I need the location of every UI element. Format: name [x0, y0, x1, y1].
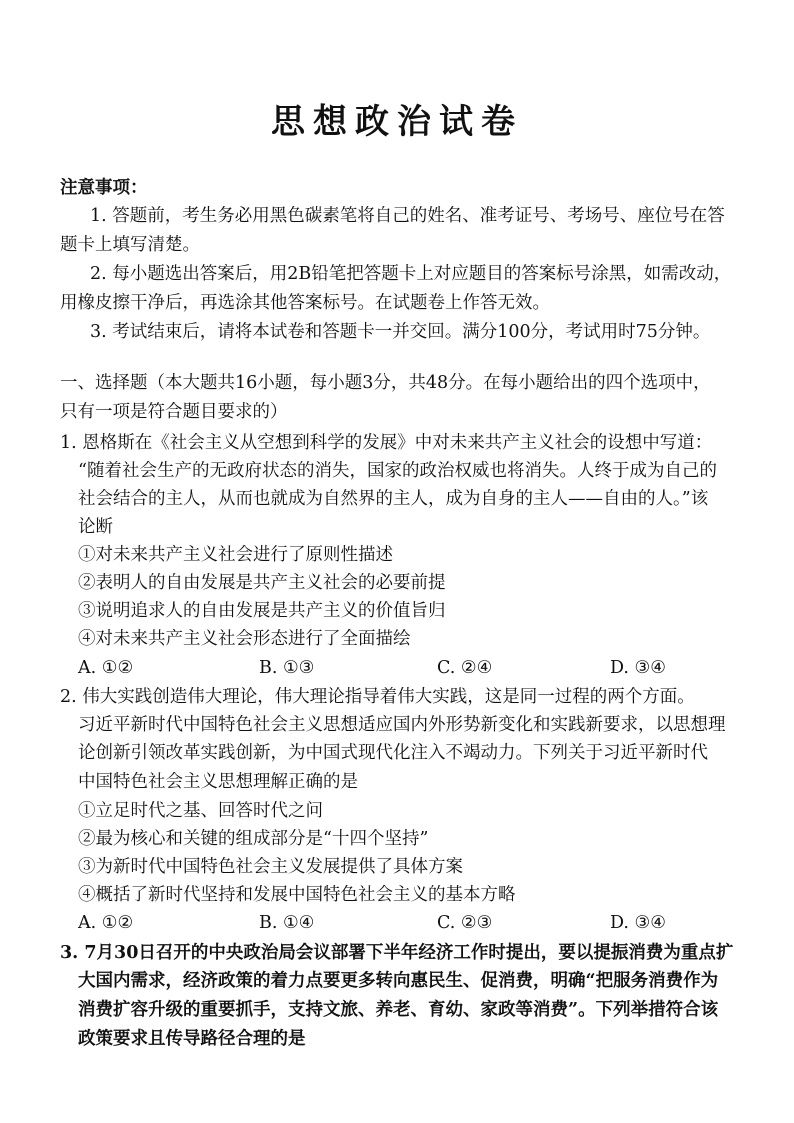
question-line: 论创新引领改革实践创新，为中国式现代化注入不竭动力。下列关于习近平新时代: [78, 743, 708, 763]
question-statement: ①立足时代之基、回答时代之问: [78, 801, 323, 821]
notice-heading: 注意事项：: [60, 178, 148, 198]
option-a[interactable]: A. ①②: [78, 913, 134, 933]
option-a[interactable]: A. ①②: [78, 658, 134, 678]
answer-options: [78, 911, 758, 935]
question-line: 大国内需求，经济政策的着力点要更多转向惠民生、促消费，明确“把服务消费作为: [78, 971, 719, 991]
option-c[interactable]: C. ②④: [437, 658, 493, 678]
question-line: 社会结合的主人，从而也就成为自然界的主人，成为自身的主人——自由的人。”该: [78, 489, 709, 509]
notice-line: 1. 答题前，考生务必用黑色碳素笔将自己的姓名、准考证号、考场号、座位号在答: [90, 206, 725, 226]
answer-options: [78, 656, 758, 680]
question-line: 2. 伟大实践创造伟大理论，伟大理论指导着伟大实践，这是同一过程的两个方面。: [60, 687, 695, 707]
notice-line: 题卡上填写清楚。: [60, 235, 200, 255]
option-b[interactable]: B. ①③: [259, 658, 315, 678]
question-line: 中国特色社会主义思想理解正确的是: [78, 772, 358, 792]
option-c[interactable]: C. ②③: [437, 913, 493, 933]
question-line: 3. 7月30日召开的中央政治局会议部署下半年经济工作时提出，要以提振消费为重点扩: [60, 943, 734, 963]
option-d[interactable]: D. ③④: [610, 658, 666, 678]
notice-line: 2. 每小题选出答案后，用2B铅笔把答题卡上对应题目的答案标号涂黑，如需改动，: [90, 264, 732, 284]
notice-line: 3. 考试结束后，请将本试卷和答题卡一并交回。满分100分，考试用时75分钟。: [90, 322, 711, 342]
question-line: 1. 恩格斯在《社会主义从空想到科学的发展》中对未来共产主义社会的设想中写道：: [60, 433, 713, 453]
question-statement: ④对未来共产主义社会形态进行了全面描绘: [78, 629, 411, 649]
question-statement: ③为新时代中国特色社会主义发展提供了具体方案: [78, 857, 463, 877]
question-statement: ④概括了新时代坚持和发展中国特色社会主义的基本方略: [78, 885, 516, 905]
question-line: “随着社会生产的无政府状态的消失，国家的政治权威也将消失。人终于成为自己的: [78, 461, 717, 481]
page-title: 思想政治试卷: [271, 102, 523, 142]
question-line: 政策要求且传导路径合理的是: [78, 1029, 306, 1049]
notice-line: 用橡皮擦干净后，再选涂其他答案标号。在试题卷上作答无效。: [60, 293, 550, 313]
section-heading: 一、选择题（本大题共16小题，每小题3分，共48分。在每小题给出的四个选项中，: [60, 373, 711, 393]
section-heading: 只有一项是符合题目要求的）: [60, 402, 288, 422]
question-line: 习近平新时代中国特色社会主义思想适应国内外形势新变化和实践新要求，以思想理: [78, 715, 726, 735]
question-statement: ③说明追求人的自由发展是共产主义的价值旨归: [78, 601, 446, 621]
option-b[interactable]: B. ①④: [259, 913, 315, 933]
option-d[interactable]: D. ③④: [610, 913, 666, 933]
question-line: 消费扩容升级的重要抓手，支持文旅、养老、育幼、家政等消费”。下列举措符合该: [78, 1000, 719, 1020]
question-line: 论断: [78, 517, 113, 537]
question-statement: ②表明人的自由发展是共产主义社会的必要前提: [78, 573, 446, 593]
question-statement: ①对未来共产主义社会进行了原则性描述: [78, 545, 393, 565]
question-statement: ②最为核心和关键的组成部分是“十四个坚持”: [78, 829, 429, 849]
